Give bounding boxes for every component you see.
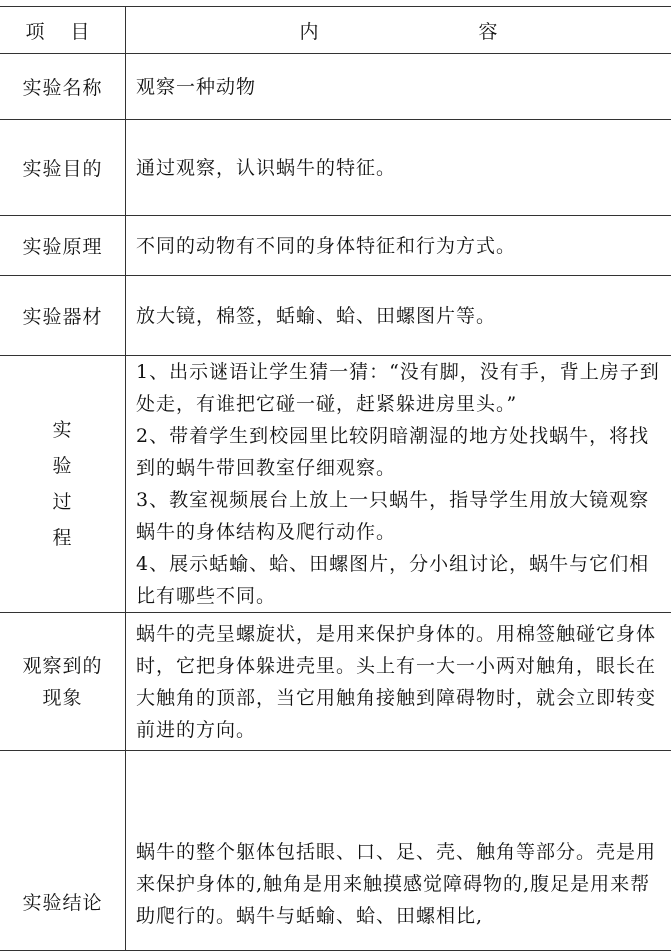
row-experiment-principle <box>0 216 671 276</box>
process-content-cell <box>126 356 672 613</box>
observation-label-line: 观察到的 <box>22 654 103 677</box>
row-label: 实验目的 <box>22 158 103 180</box>
header-item-cell <box>0 7 126 54</box>
row-label-cell <box>0 120 126 216</box>
row-label: 实验原理 <box>22 236 103 258</box>
process-step: 3、教室视频展台上放上一只蜗牛，指导学生用放大镜观察蜗牛的身体结构及爬行动作。 <box>136 489 650 543</box>
conclusion-content-cell <box>126 751 672 951</box>
process-label-char: 程 <box>52 527 73 549</box>
row-text: 通过观察，认识蜗牛的特征。 <box>136 156 397 179</box>
header-item-label: 项 目 <box>25 20 100 43</box>
observation-text: 蜗牛的壳呈螺旋状，是用来保护身体的。用棉签触碰它身体时，它把身体躲进壳里。头上有一大一小两对触角，眼长在大触角的顶部，当它用触角接触到障碍物时，就会立即转变前进的方向。 <box>136 622 657 741</box>
row-label-cell <box>0 216 126 276</box>
row-experiment-purpose <box>0 120 671 216</box>
conclusion-text: 蜗牛的整个躯体包括眼、口、足、壳、触角等部分。壳是用来保护身体的,触角是用来触摸感觉障碍物的,腹足是用来帮助爬行的。蜗牛与蛞蝓、蛤、田螺相比, <box>136 840 657 927</box>
row-label: 实验名称 <box>22 77 103 99</box>
row-content-cell <box>126 54 672 120</box>
process-label-char: 验 <box>52 455 73 477</box>
row-label-cell <box>0 54 126 120</box>
row-conclusion <box>0 751 671 951</box>
process-label-cell <box>0 356 126 613</box>
process-label-char: 过 <box>52 491 73 513</box>
row-content-cell <box>126 120 672 216</box>
row-experiment-name <box>0 54 671 120</box>
process-label-char: 实 <box>52 419 73 441</box>
header-row <box>0 7 671 54</box>
row-experiment-process <box>0 356 671 613</box>
row-observation <box>0 613 671 751</box>
row-label-cell <box>0 276 126 356</box>
row-label: 实验器材 <box>22 306 103 328</box>
process-step: 4、展示蛞蝓、蛤、田螺图片，分小组讨论，蜗牛与它们相比有哪些不同。 <box>136 553 650 607</box>
experiment-report-table <box>0 6 671 951</box>
header-content-left: 内 <box>299 20 319 43</box>
observation-label-line: 现象 <box>42 686 83 709</box>
row-content-cell <box>126 216 672 276</box>
row-experiment-equipment <box>0 276 671 356</box>
observation-content-cell <box>126 613 672 751</box>
row-text: 不同的动物有不同的身体特征和行为方式。 <box>136 234 517 257</box>
process-step: 2、带着学生到校园里比较阴暗潮湿的地方处找蜗牛，将找到的蜗牛带回教室仔细观察。 <box>136 425 650 479</box>
conclusion-label-cell <box>0 751 126 951</box>
process-step: 1、出示谜语让学生猜一猜：“没有脚，没有手，背上房子到处走，有谁把它碰一碰，赶紧躲进房里头。” <box>136 361 660 415</box>
row-text: 观察一种动物 <box>136 75 257 98</box>
header-content-right: 容 <box>478 20 498 43</box>
row-text: 放大镜，棉签，蛞蝓、蛤、田螺图片等。 <box>136 304 497 327</box>
row-content-cell <box>126 276 672 356</box>
observation-label-cell <box>0 613 126 751</box>
header-content-cell <box>126 7 672 54</box>
conclusion-label: 实验结论 <box>22 892 103 914</box>
